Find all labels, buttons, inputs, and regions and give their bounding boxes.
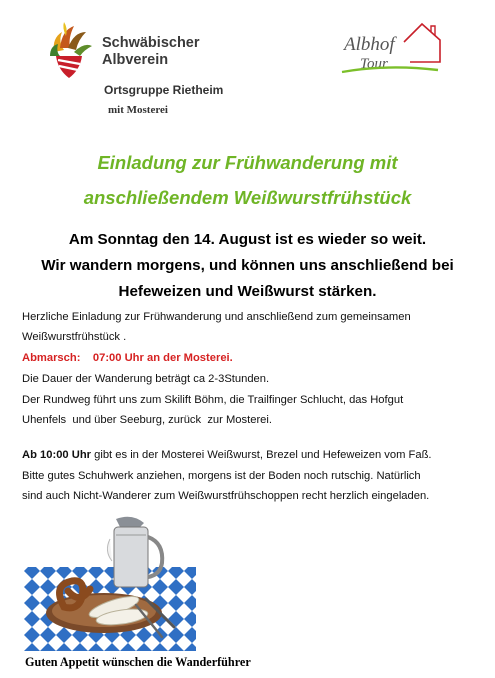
headline-line1: Einladung zur Frühwanderung mit (97, 152, 398, 173)
lead-line1: Am Sonntag den 14. August ist es wieder so weit. (68, 231, 427, 248)
albhof-tour-logo (338, 16, 444, 76)
headline-line2: anschließendem Weißwurstfrühstück (83, 187, 412, 208)
albverein-leaf-emblem-icon (44, 18, 94, 80)
breakfast-text: gibt es in der Mosterei Weißwurst, Brezel und Hefeweizen vom Faß. (91, 449, 432, 461)
lead-line2: Wir wandern morgens, und können uns anschließend bei (41, 257, 454, 274)
breakfast-time: Ab 10:00 Uhr (22, 449, 92, 461)
body-line: Weißwurstfrühstück . (22, 331, 127, 343)
closing-greeting: Guten Appetit wünschen die Wanderführer (25, 655, 251, 669)
weisswurst-breakfast-illustration (24, 515, 196, 651)
body-line: Die Dauer der Wanderung beträgt ca 2-3Stunden. (22, 373, 270, 385)
body-line: Der Rundweg führt uns zum Skilift Böhm, die Trailfinger Schlucht, das Hofgut (22, 394, 404, 406)
org-name-line1: Schwäbischer (102, 35, 200, 51)
org-name-line2: Albverein (102, 52, 169, 68)
body-line: Herzliche Einladung zur Frühwanderung und anschließend zum gemeinsamen (22, 311, 411, 323)
lead-line3: Hefeweizen und Weißwurst stärken. (118, 283, 377, 300)
tour-word: Tour (360, 56, 388, 72)
organization-name (102, 35, 200, 69)
body-line: Uhenfels und über Seeburg, zurück zur Mosterei. (22, 414, 272, 426)
body-line: sind auch Nicht-Wanderer zum Weißwurstfrühschoppen recht herzlich eingeladen. (22, 490, 430, 502)
body-line: Bitte gutes Schuhwerk anziehen, morgens ist der Boden noch rutschig. Natürlich (22, 470, 421, 482)
local-group-name: Ortsgruppe Rietheim (104, 83, 224, 97)
breakfast-info (22, 449, 432, 461)
departure-info: Abmarsch: 07:00 Uhr an der Mosterei. (22, 352, 233, 364)
local-group-subtitle: mit Mosterei (108, 104, 168, 116)
beer-stein-icon (107, 517, 162, 587)
albhof-word: Albhof (344, 34, 395, 55)
